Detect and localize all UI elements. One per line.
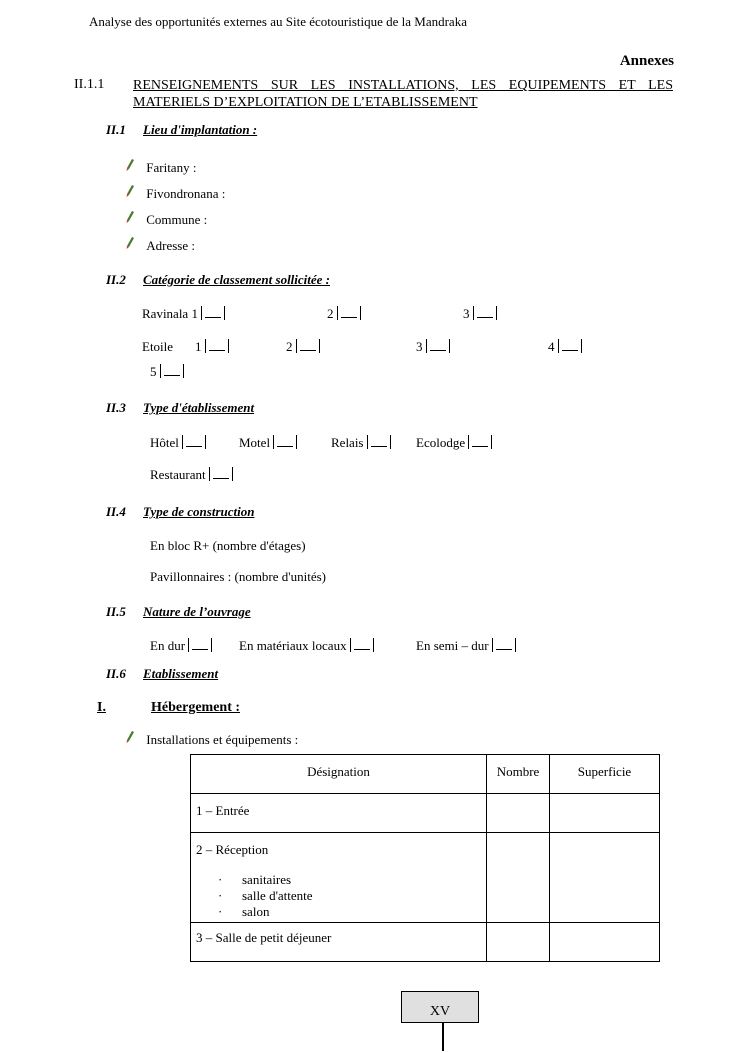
- subsection-title: Type de construction: [143, 504, 255, 519]
- row-nombre-cell[interactable]: [487, 833, 550, 923]
- list-item: · salon: [218, 904, 270, 919]
- option-label: 3: [416, 339, 423, 354]
- option-group: [150, 467, 233, 483]
- subsection-number: II.2: [106, 272, 126, 287]
- etoile-4-checkbox[interactable]: [558, 339, 582, 353]
- construction-pavillonnaires: Pavillonnaires : (nombre d'unités): [150, 569, 327, 584]
- row-superficie-cell[interactable]: [550, 833, 660, 923]
- construction-bloc: En bloc R+ (nombre d'étages): [150, 538, 306, 553]
- option-label: 5: [150, 364, 157, 379]
- ravinala-label: Ravinala 1: [142, 306, 225, 322]
- option-group: [416, 339, 450, 355]
- subsection-ii4-heading: [106, 504, 254, 520]
- option-group: [150, 364, 184, 380]
- hotel-checkbox[interactable]: [182, 435, 206, 449]
- option-group: [150, 638, 212, 654]
- option-label: 1: [191, 306, 198, 321]
- pencil-bullet-icon: [125, 184, 135, 198]
- list-item: [125, 730, 298, 748]
- option-label: Motel: [239, 435, 271, 450]
- header-nombre: Nombre: [487, 755, 550, 794]
- option-label: Restaurant: [150, 467, 206, 482]
- option-group: [286, 339, 320, 355]
- subsection-title: Catégorie de classement sollicitée :: [143, 272, 331, 287]
- ecolodge-checkbox[interactable]: [468, 435, 492, 449]
- row-superficie-cell[interactable]: [550, 923, 660, 962]
- row-designation: 1 – Entrée: [191, 794, 487, 833]
- option-group: [548, 339, 582, 355]
- ravinala-2-checkbox[interactable]: [337, 306, 361, 320]
- pencil-bullet-icon: [125, 236, 135, 250]
- option-group: [416, 435, 492, 451]
- list-item: [125, 184, 225, 202]
- option-group: [239, 638, 374, 654]
- installations-table: [190, 754, 660, 962]
- option-label: 2: [327, 306, 334, 321]
- etoile-2-checkbox[interactable]: [296, 339, 320, 353]
- motel-checkbox[interactable]: [273, 435, 297, 449]
- section-title: [133, 77, 673, 111]
- row-designation: [191, 833, 487, 923]
- option-label: En dur: [150, 638, 186, 653]
- row-nombre-cell[interactable]: [487, 923, 550, 962]
- page-number: XV: [401, 991, 479, 1023]
- location-faritany: Faritany :: [146, 160, 197, 175]
- table-row: [191, 923, 660, 962]
- pencil-bullet-icon: [125, 730, 135, 744]
- subsection-title: Nature de l’ouvrage: [143, 604, 251, 619]
- row-designation: 3 – Salle de petit déjeuner: [191, 923, 487, 962]
- subsection-ii3-heading: [106, 400, 254, 416]
- row-superficie-cell[interactable]: [550, 794, 660, 833]
- subsection-number: II.1: [106, 122, 126, 137]
- subsection-number: II.3: [106, 400, 126, 415]
- subsection-number: II.6: [106, 666, 126, 681]
- materiaux-locaux-checkbox[interactable]: [350, 638, 374, 652]
- table-row: [191, 833, 660, 923]
- location-adresse: Adresse :: [146, 238, 195, 253]
- subsection-title: Type d'établissement: [143, 400, 255, 415]
- etoile-1-checkbox[interactable]: [205, 339, 229, 353]
- option-group: [416, 638, 516, 654]
- etoile-5-checkbox[interactable]: [160, 364, 184, 378]
- option-label: En matériaux locaux: [239, 638, 347, 653]
- pencil-bullet-icon: [125, 210, 135, 224]
- installations-label: Installations et équipements :: [146, 732, 299, 747]
- option-label: 1: [195, 339, 202, 354]
- option-label: 2: [286, 339, 293, 354]
- subsection-title: Etablissement: [143, 666, 219, 681]
- list-item: · sanitaires: [218, 872, 292, 887]
- reception-sublist: [196, 872, 481, 920]
- option-group: [463, 306, 497, 322]
- ravinala-1-checkbox[interactable]: [201, 306, 225, 320]
- relais-checkbox[interactable]: [367, 435, 391, 449]
- subsection-number: II.5: [106, 604, 126, 619]
- option-group: [195, 339, 229, 355]
- option-label: 4: [548, 339, 555, 354]
- option-label: 3: [463, 306, 470, 321]
- option-label: En semi – dur: [416, 638, 489, 653]
- part-title: Hébergement :: [151, 700, 241, 715]
- option-label: Hôtel: [150, 435, 179, 450]
- restaurant-checkbox[interactable]: [209, 467, 233, 481]
- location-fivondronana: Fivondronana :: [146, 186, 226, 201]
- option-label: Ecolodge: [416, 435, 466, 450]
- option-group: [331, 435, 391, 451]
- subsection-number: II.4: [106, 504, 126, 519]
- list-item: [125, 210, 207, 228]
- list-item: [125, 236, 195, 254]
- semi-dur-checkbox[interactable]: [492, 638, 516, 652]
- running-header: Analyse des opportunités externes au Site écotouristique de la Mandraka: [89, 14, 467, 29]
- section-title-line1: RENSEIGNEMENTS SUR LES INSTALLATIONS, LES EQUIPEMENTS ET LES: [133, 78, 673, 93]
- page-number-stem: [442, 1022, 444, 1051]
- option-group: [239, 435, 297, 451]
- list-item: [125, 158, 196, 176]
- subsection-ii2-heading: [106, 272, 330, 288]
- section-title-line2: MATERIELS D’EXPLOITATION DE L’ETABLISSEMENT: [133, 95, 478, 110]
- option-label: Relais: [331, 435, 364, 450]
- table-header-row: [191, 755, 660, 794]
- subsection-ii6-heading: [106, 666, 218, 682]
- part-number: I.: [97, 700, 106, 715]
- etoile-3-checkbox[interactable]: [426, 339, 450, 353]
- subsection-ii1-heading: [106, 122, 257, 138]
- ravinala-3-checkbox[interactable]: [473, 306, 497, 320]
- option-group: [327, 306, 361, 322]
- pencil-bullet-icon: [125, 158, 135, 172]
- annexes-label: Annexes: [619, 53, 674, 69]
- header-designation: Désignation: [191, 755, 487, 794]
- subsection-ii5-heading: [106, 604, 251, 620]
- section-number: II.1.1: [74, 77, 105, 92]
- part-heading: [97, 700, 240, 716]
- table-row: [191, 794, 660, 833]
- row-nombre-cell[interactable]: [487, 794, 550, 833]
- option-group: [150, 435, 206, 451]
- etoile-label: Etoile: [142, 339, 174, 354]
- subsection-title: Lieu d'implantation :: [143, 122, 258, 137]
- header-superficie: Superficie: [550, 755, 660, 794]
- en-dur-checkbox[interactable]: [188, 638, 212, 652]
- row-label: 2 – Réception: [196, 842, 269, 857]
- location-commune: Commune :: [146, 212, 208, 227]
- list-item: · salle d'attente: [218, 888, 313, 903]
